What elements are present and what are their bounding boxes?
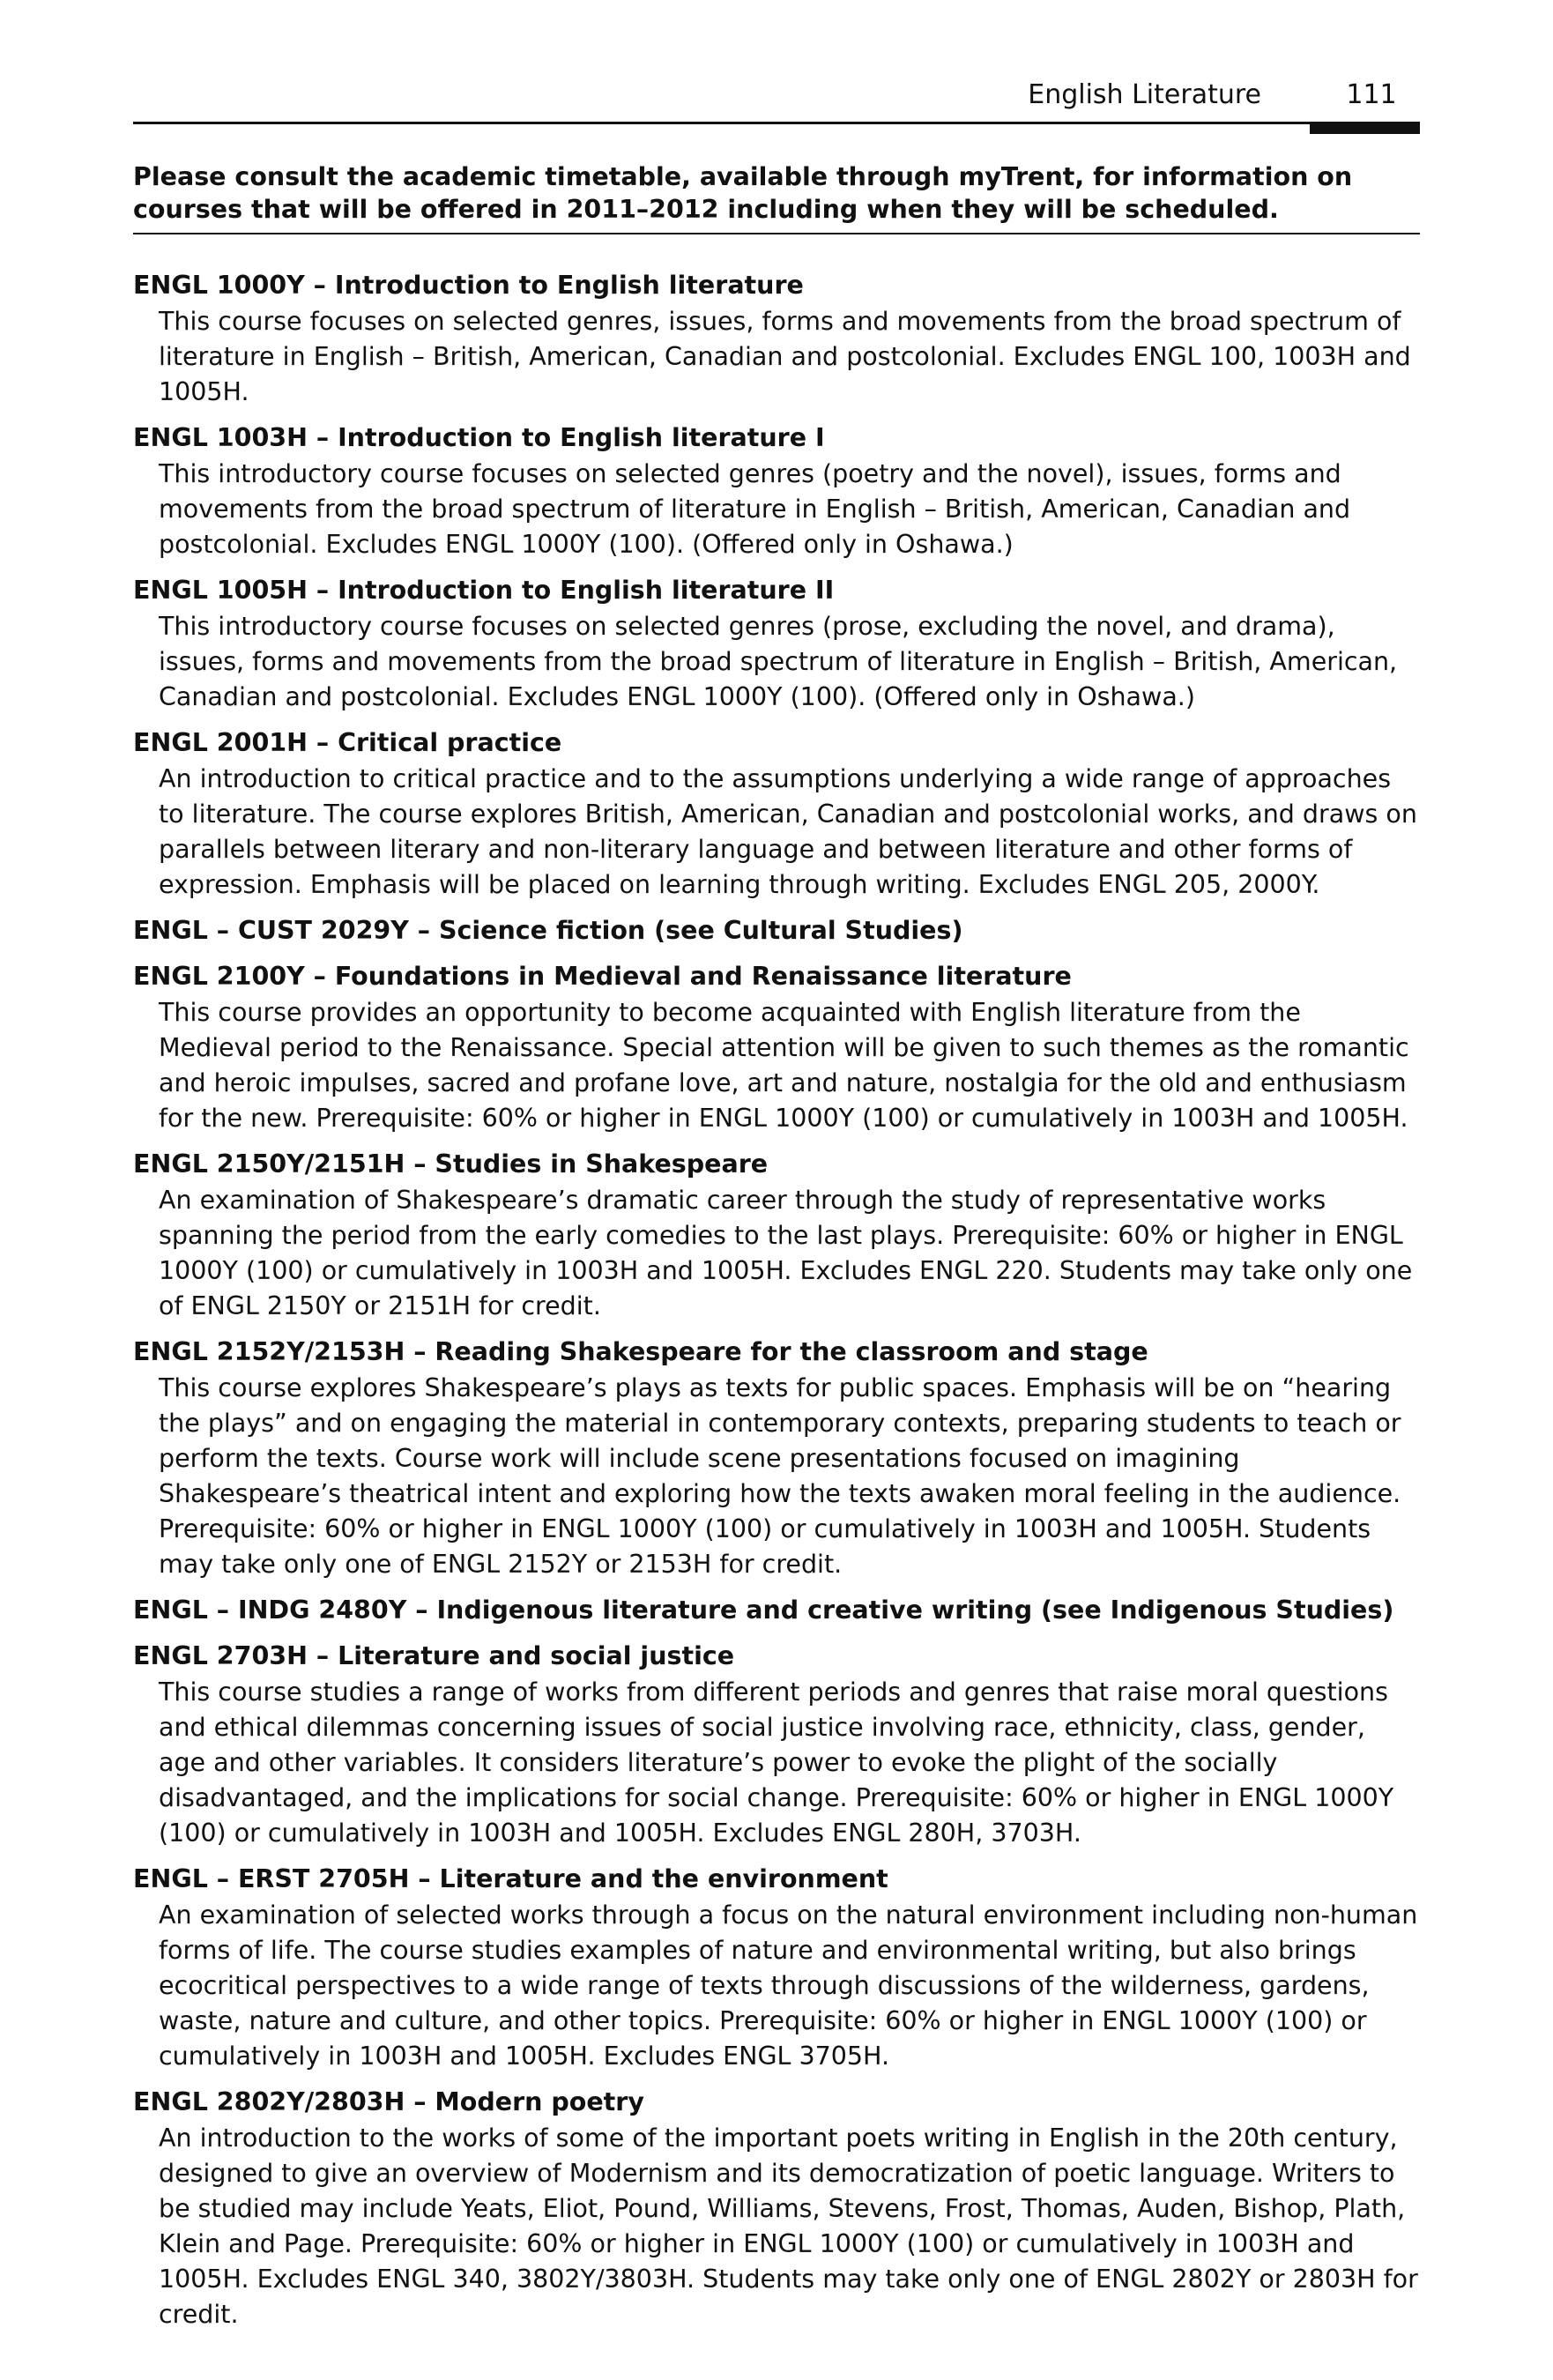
course-entry: [133, 725, 1420, 903]
course-description: This course focuses on selected genres, issues, forms and movements from the broad spectrum of literature in English – British, American, Canadian and postcolonial. Excludes ENGL 100, 1003H and 1005H.: [159, 307, 1411, 406]
course-title: ENGL – ERST 2705H – Literature and the environment: [133, 1864, 888, 1893]
course-entry: [133, 1147, 1420, 1324]
course-title: ENGL – INDG 2480Y – Indigenous literature and creative writing (see Indigenous Studies): [133, 1595, 1394, 1625]
course-description: This introductory course focuses on selected genres (prose, excluding the novel, and drama), issues, forms and movements from the broad spectrum of literature in English – British, American, Canadian and postcolonial. Excludes ENGL 1000Y (100). (Offered only in Oshawa.): [159, 612, 1398, 711]
catalog-page: [133, 78, 1420, 2343]
course-description: This course explores Shakespeare’s plays as texts for public spaces. Emphasis will be on “hearing the plays” and on engaging the material in contemporary contexts, preparing students to teach or perform the texts. Course work will include scene presentations focused on imagining Shakespeare’s theatrical intent and exploring how the texts awaken moral feeling in the audience. Prerequisite: 60% or higher in ENGL 1000Y (100) or cumulatively in 1003H and 1005H. Students may take only one of ENGL 2152Y or 2153H for credit.: [159, 1373, 1401, 1579]
course-title: ENGL 2100Y – Foundations in Medieval and Renaissance literature: [133, 962, 1072, 991]
course-entry: [133, 959, 1420, 1136]
course-title: ENGL 1005H – Introduction to English literature II: [133, 576, 835, 605]
course-description: An introduction to critical practice and to the assumptions underlying a wide range of approaches to literature. The course explores British, American, Canadian and postcolonial works, and draws on parallels between literary and non-literary language and between literature and other forms of expression. Emphasis will be placed on learning through writing. Excludes ENGL 205, 2000Y.: [159, 764, 1417, 899]
course-title: ENGL – CUST 2029Y – Science fiction (see Cultural Studies): [133, 916, 963, 945]
header-rule: [133, 122, 1420, 124]
course-description: An introduction to the works of some of the important poets writing in English in the 20th century, designed to give an overview of Modernism and its democratization of poetic language. Writers to be studied may include Yeats, Eliot, Pound, Williams, Stevens, Frost, Thomas, Auden, Bishop, Plath, Klein and Page. Prerequisite: 60% or higher in ENGL 1000Y (100) or cumulatively in 1003H and 1005H. Excludes ENGL 340, 3802Y/3803H. Students may take only one of ENGL 2802Y or 2803H for credit.: [159, 2123, 1418, 2329]
page-number: 111: [1346, 79, 1397, 110]
course-title: ENGL 1003H – Introduction to English literature I: [133, 423, 825, 452]
course-list: [133, 268, 1420, 2332]
course-entry: [133, 573, 1420, 715]
course-title: ENGL 2802Y/2803H – Modern poetry: [133, 2087, 644, 2116]
running-header: [133, 78, 1420, 122]
course-entry: [133, 2085, 1420, 2332]
course-entry: [133, 1335, 1420, 1582]
course-entry: [133, 1639, 1420, 1851]
course-entry: [133, 1862, 1420, 2074]
course-title: ENGL 2150Y/2151H – Studies in Shakespeare: [133, 1149, 769, 1179]
course-title: ENGL 2152Y/2153H – Reading Shakespeare for the classroom and stage: [133, 1337, 1148, 1366]
course-entry: [133, 1593, 1420, 1628]
section-title: English Literature: [1028, 79, 1261, 110]
course-title: ENGL 2001H – Critical practice: [133, 728, 562, 757]
course-entry: [133, 268, 1420, 410]
course-entry: [133, 420, 1420, 562]
course-entry: [133, 913, 1420, 948]
course-description: An examination of Shakespeare’s dramatic career through the study of representative works spanning the period from the early comedies to the last plays. Prerequisite: 60% or higher in ENGL 1000Y (100) or cumulatively in 1003H and 1005H. Excludes ENGL 220. Students may take only one of ENGL 2150Y or 2151H for credit.: [159, 1186, 1413, 1320]
course-description: This introductory course focuses on selected genres (poetry and the novel), issues, forms and movements from the broad spectrum of literature in English – British, American, Canadian and postcolonial. Excludes ENGL 1000Y (100). (Offered only in Oshawa.): [159, 459, 1351, 559]
course-title: ENGL 1000Y – Introduction to English literature: [133, 271, 804, 300]
course-description: This course provides an opportunity to become acquainted with English literature from the Medieval period to the Renaissance. Special attention will be given to such themes as the romantic and heroic impulses, sacred and profane love, art and nature, nostalgia for the old and enthusiasm for the new. Prerequisite: 60% or higher in ENGL 1000Y (100) or cumulatively in 1003H and 1005H.: [159, 998, 1409, 1133]
timetable-notice: Please consult the academic timetable, available through myTrent, for information on courses that will be offered in 2011–2012 including when they will be scheduled.: [133, 160, 1420, 234]
course-description: This course studies a range of works from different periods and genres that raise moral questions and ethical dilemmas concerning issues of social justice involving race, ethnicity, class, gender, age and other variables. It considers literature’s power to evoke the plight of the socially disadvantaged, and the implications for social change. Prerequisite: 60% or higher in ENGL 1000Y (100) or cumulatively in 1003H and 1005H. Excludes ENGL 280H, 3703H.: [159, 1677, 1394, 1848]
course-description: An examination of selected works through a focus on the natural environment including non-human forms of life. The course studies examples of nature and environmental writing, but also brings ecocritical perspectives to a wide range of texts through discussions of the wilderness, gardens, waste, nature and culture, and other topics. Prerequisite: 60% or higher in ENGL 1000Y (100) or cumulatively in 1003H and 1005H. Excludes ENGL 3705H.: [159, 1900, 1418, 2071]
course-title: ENGL 2703H – Literature and social justice: [133, 1641, 735, 1670]
header-block-marker: [1310, 123, 1420, 134]
